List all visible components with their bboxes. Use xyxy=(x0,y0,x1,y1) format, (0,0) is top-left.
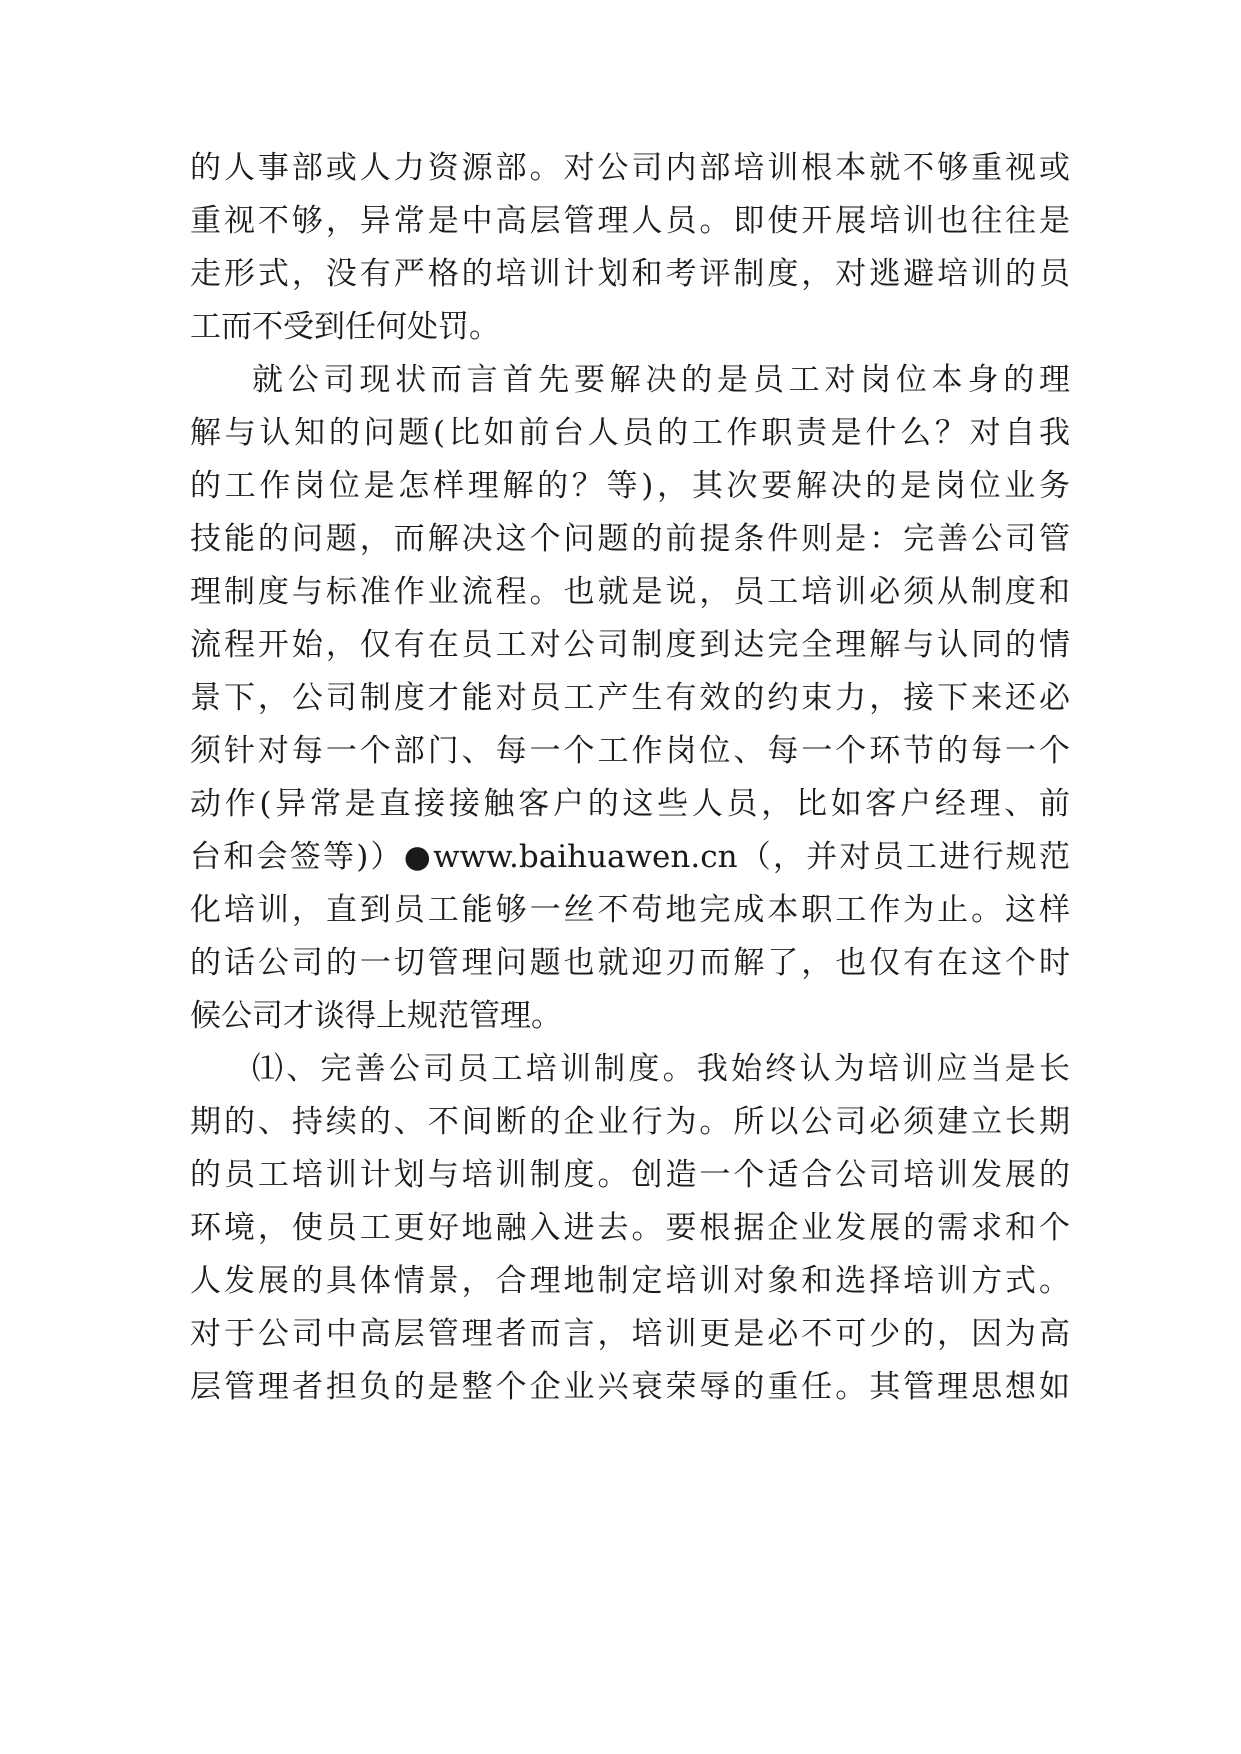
text-line: 动作(异常是直接接触客户的这些人员，比如客户经理、前 xyxy=(190,786,1070,822)
text-line: 的人事部或人力资源部。对公司内部培训根本就不够重视或 xyxy=(190,150,1070,186)
text-line: 重视不够，异常是中高层管理人员。即使开展培训也往往是 xyxy=(190,203,1070,239)
text-line: 人发展的具体情景，合理地制定培训对象和选择培训方式。 xyxy=(190,1263,1070,1299)
text-line: 的工作岗位是怎样理解的？等)，其次要解决的是岗位业务 xyxy=(190,468,1070,504)
text-line: 对于公司中高层管理者而言，培训更是必不可少的，因为高 xyxy=(190,1316,1070,1352)
text-line: 化培训，直到员工能够一丝不苟地完成本职工作为止。这样 xyxy=(190,892,1070,928)
text-line: 候公司才谈得上规范管理。 xyxy=(190,998,562,1034)
text-line: 的话公司的一切管理问题也就迎刃而解了，也仅有在这个时 xyxy=(190,945,1070,981)
text-line: 环境，使员工更好地融入进去。要根据企业发展的需求和个 xyxy=(190,1210,1070,1246)
text-line: 就公司现状而言首先要解决的是员工对岗位本身的理 xyxy=(252,362,1070,398)
text-line: 须针对每一个部门、每一个工作岗位、每一个环节的每一个 xyxy=(190,733,1070,769)
text-line: 技能的问题，而解决这个问题的前提条件则是：完善公司管 xyxy=(190,521,1070,557)
text-line: 台和会签等)）●www.baihuawen.cn（，并对员工进行规范 xyxy=(190,839,1070,875)
text-line: 走形式，没有严格的培训计划和考评制度，对逃避培训的员 xyxy=(190,256,1070,292)
text-line: 的员工培训计划与培训制度。创造一个适合公司培训发展的 xyxy=(190,1157,1070,1193)
text-line: 解与认知的问题(比如前台人员的工作职责是什么？对自我 xyxy=(190,415,1070,451)
text-line: ⑴、完善公司员工培训制度。我始终认为培训应当是长 xyxy=(252,1051,1070,1087)
text-line: 流程开始，仅有在员工对公司制度到达完全理解与认同的情 xyxy=(190,627,1070,663)
text-line: 期的、持续的、不间断的企业行为。所以公司必须建立长期 xyxy=(190,1104,1070,1140)
text-line: 工而不受到任何处罚。 xyxy=(190,309,500,345)
text-line: 层管理者担负的是整个企业兴衰荣辱的重任。其管理思想如 xyxy=(190,1369,1070,1405)
text-line: 理制度与标准作业流程。也就是说，员工培训必须从制度和 xyxy=(190,574,1070,610)
text-line: 景下，公司制度才能对员工产生有效的约束力，接下来还必 xyxy=(190,680,1070,716)
